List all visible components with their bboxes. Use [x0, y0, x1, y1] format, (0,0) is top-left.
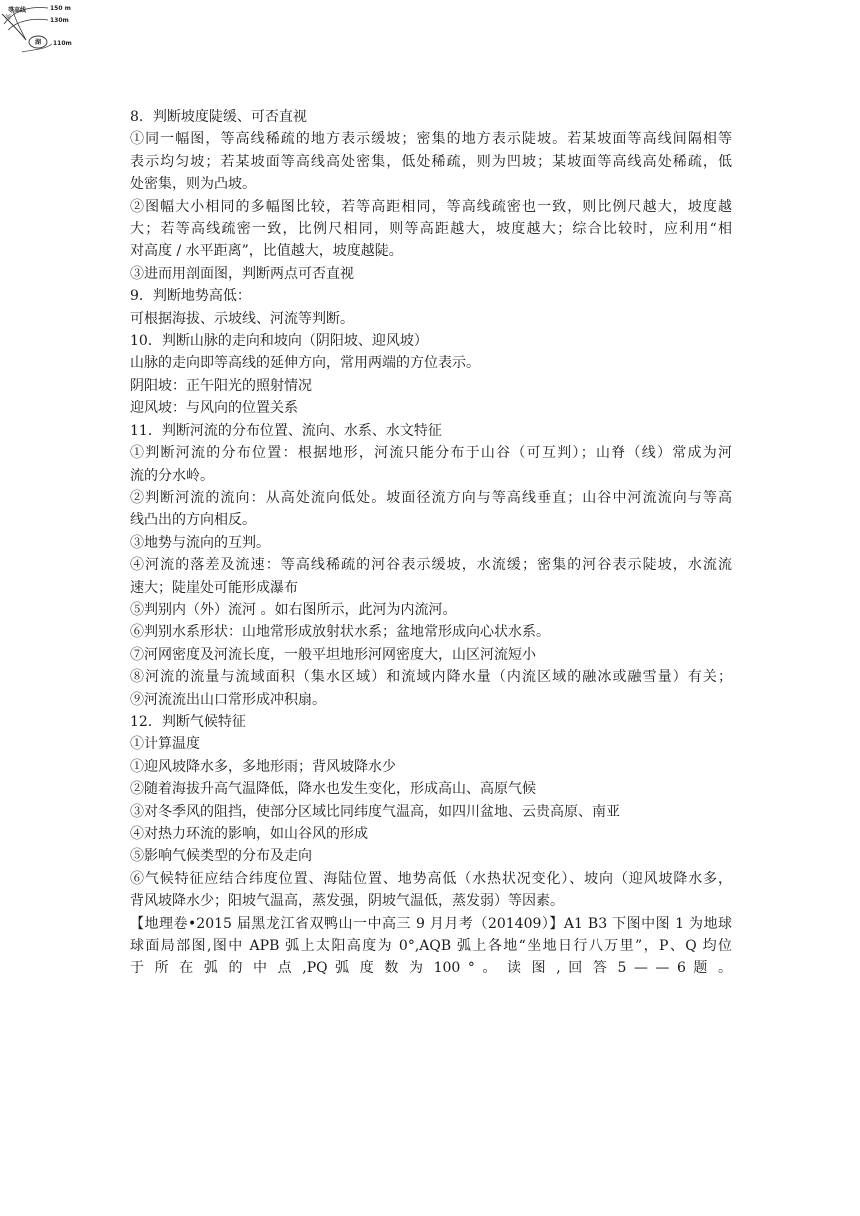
paragraph-line: ⑨河流流出山口常形成冲积扇。 — [130, 691, 326, 708]
paragraph-line: ④河流的落差及流速：等高线稀疏的河谷表示缓坡，水流缓；密集的河谷表示陡坡，水流流 — [130, 557, 732, 574]
contour-river-figure — [0, 0, 80, 58]
paragraph-line: ⑥判别水系形状：山地常形成放射状水系；盆地常形成向心状水系。 — [130, 624, 550, 641]
paragraph-line: ⑧河流的流量与流域面积（集水区域）和流域内降水量（内流区域的融冰或融雪量）有关； — [130, 669, 732, 686]
paragraph-line: ⑥气候特征应结合纬度位置、海陆位置、地势高低（水热状况变化）、坡向（迎风坡降水多， — [130, 870, 732, 887]
paragraph-line: 对高度 / 水平距离”，比值越大，坡度越陡。 — [130, 243, 403, 260]
figure-label-contour: 等高线 — [8, 7, 27, 14]
heading-9: 9．判断地势高低： — [130, 288, 251, 305]
paragraph-line: ①迎风坡降水多，多地形雨；背风坡降水少 — [130, 758, 396, 775]
heading-8: 8．判断坡度陡缓、可否直视 — [130, 109, 307, 125]
paragraph-line: ④对热力环流的影响，如山谷风的形成 — [130, 826, 368, 842]
paragraph-line: ③地势与流向的互判。 — [130, 534, 270, 551]
heading-11: 11．判断河流的分布位置、流向、水系、水文特征 — [130, 422, 442, 439]
paragraph-line: 大；若等高线疏密一致，比例尺相同，则等高距越大，坡度越大；综合比较时，应利用“相 — [130, 221, 732, 238]
paragraph-line: ①同一幅图，等高线稀疏的地方表示缓坡；密集的地方表示陡坡。若某坡面等高线间隔相等 — [130, 131, 732, 148]
paragraph-line: ①判断河流的分布位置：根据地形，河流只能分布于山谷（可互判）；山脊（线）常成为河 — [130, 445, 732, 462]
paragraph-line: 于 所 在 弧 的 中 点 ,PQ 弧 度 数 为 100 ° 。 读 图 , 回 答 5 — — 6 题 。 — [130, 960, 732, 977]
paragraph-line: 山脉的走向即等高线的延伸方向，常用两端的方位表示。 — [130, 355, 480, 372]
contour-line-130 — [8, 19, 48, 30]
paragraph-line: 背风坡降水少；阳坡气温高，蒸发强，阴坡气温低，蒸发弱）等因素。 — [130, 893, 564, 910]
figure-label-river: 河 — [5, 14, 12, 21]
figure-label-130: 130m — [50, 17, 69, 24]
paragraph-line: 阴阳坡：正午阳光的照射情况 — [130, 377, 312, 394]
paragraph-line: ②随着海拔升高气温降低，降水也发生变化，形成高山、高原气候 — [130, 781, 536, 798]
heading-10: 10．判断山脉的走向和坡向（阴阳坡、迎风坡） — [130, 333, 428, 350]
paragraph-line: ⑤判别内（外）流河 。如右图所示，此河为内流河。 — [130, 601, 457, 618]
paragraph-line: 球面局部图,图中 APB 弧上太阳高度为 0°,AQB 弧上各地“坐地日行八万里”，P、Q 均位 — [130, 938, 732, 955]
paragraph-line: ⑤影响气候类型的分布及走向 — [130, 848, 312, 865]
paragraph-line: 线凸出的方向相反。 — [130, 512, 256, 529]
figure-label-lake: 湖 — [35, 39, 42, 46]
paragraph-line: ②图幅大小相同的多幅图比较，若等高距相同，等高线疏密也一致，则比例尺越大，坡度越 — [130, 198, 732, 215]
question-source-line: 【地理卷•2015 届黑龙江省双鸭山一中高三 9 月月考（201409）】A1 B3 下图中图 1 为地球 — [130, 915, 732, 932]
paragraph-line: 速大；陡崖处可能形成瀑布 — [130, 579, 298, 596]
paragraph-line: 流的分水岭。 — [130, 467, 214, 484]
figure-label-110: 110m — [53, 40, 72, 47]
paragraph-line: ②判断河流的流向：从高处流向低处。坡面径流方向与等高线垂直；山谷中河流流向与等高 — [130, 489, 732, 506]
paragraph-line: 表示均匀坡；若某坡面等高线高处密集，低处稀疏，则为凹坡；某坡面等高线高处稀疏，低 — [130, 153, 732, 170]
paragraph-line: 迎风坡：与风向的位置关系 — [130, 400, 298, 417]
paragraph-line: 可根据海拔、示坡线、河流等判断。 — [130, 310, 354, 327]
paragraph-line: ③进而用剖面图，判断两点可否直视 — [130, 265, 354, 282]
heading-12: 12．判断气候特征 — [130, 713, 246, 730]
paragraph-line: ③对冬季风的阻挡，使部分区域比同纬度气温高，如四川盆地、云贵高原、南亚 — [130, 803, 620, 820]
document-body — [130, 106, 732, 980]
paragraph-line: ①计算温度 — [130, 736, 200, 753]
figure-label-150: 150 m — [50, 5, 71, 12]
paragraph-line: 处密集，则为凸坡。 — [130, 176, 256, 193]
paragraph-line: ⑦河网密度及河流长度，一般平坦地形河网密度大，山区河流短小 — [130, 646, 536, 663]
